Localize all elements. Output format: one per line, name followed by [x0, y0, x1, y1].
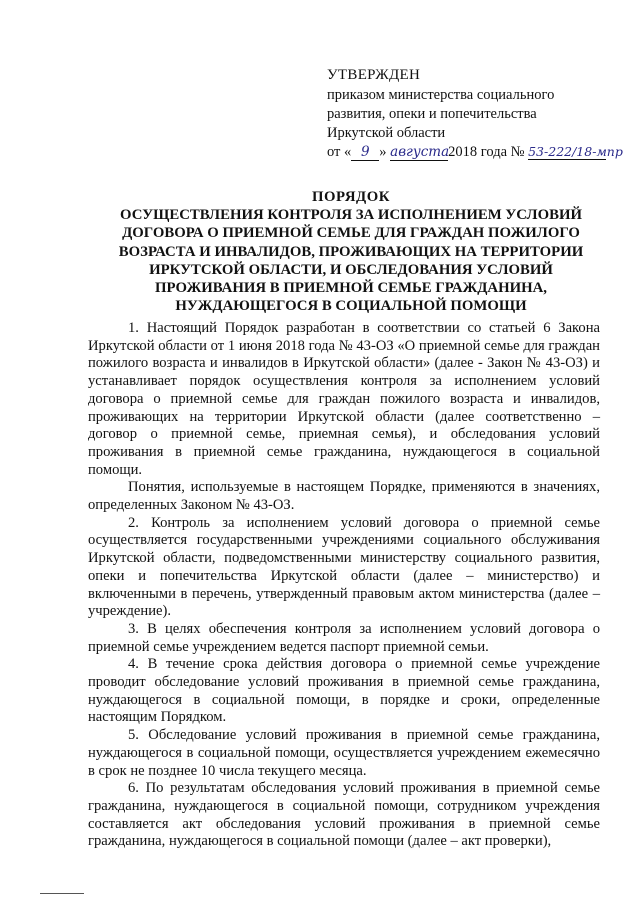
title-line-6: ПРОЖИВАНИЯ В ПРИЕМНОЙ СЕМЬЕ ГРАЖДАНИНА, [155, 280, 547, 297]
paragraph-1: 1. Настоящий Порядок разработан в соответствии со статьей 6 Закона Иркутской области от 1 июня 2018 года № 43-ОЗ «О приемной семье для граждан пожилого возраста и инвалидов в Иркутской области» (далее - Закон № 43-ОЗ) и устанавливает порядок осуществления контроля за исполнением условий договора о приемной семье для граждан пожилого возраста и инвалидов, проживающих на территории Иркутской области (далее соответственно – договор о приемной семье, приемная семья), и обследования условий проживания в приемной семье гражданина, нуждающегося в социальной помощи. [88, 320, 600, 478]
footer-divider [40, 893, 84, 894]
document-body [88, 320, 600, 851]
paragraph-4: 3. В целях обеспечения контроля за исполнением условий договора о приемной семье учреждением ведется паспорт приемной семьи. [88, 620, 600, 655]
approval-block [327, 66, 627, 162]
document-title [80, 188, 622, 315]
title-line-4: ВОЗРАСТА И ИНВАЛИДОВ, ПРОЖИВАЮЩИХ НА ТЕРРИТОРИИ [118, 243, 584, 260]
title-line-1: ПОРЯДОК [312, 189, 390, 205]
paragraph-3: 2. Контроль за исполнением условий договора о приемной семье осуществляется государственными учреждениями социального обслуживания Иркутской области, подведомственными министерству социального развития, опеки и попечительства Иркутской области (далее – министерство) и включенными в перечень, утвержденный правовым актом министерства (далее – учреждение). [88, 514, 600, 620]
approval-line-1: приказом министерства социального [327, 87, 555, 103]
paragraph-2: Понятия, используемые в настоящем Порядке, применяются в значениях, определенных Законом № 43-ОЗ. [88, 479, 600, 514]
approval-line-2: развития, опеки и попечительства [327, 106, 537, 122]
paragraph-7: 6. По результатам обследования условий проживания в приемной семье гражданина, нуждающегося в социальной помощи, сотрудником учреждения составляется акт обследования условий проживания в приемной семье гражданина, нуждающегося в социальной помощи (далее – акт проверки), [88, 780, 600, 850]
handwritten-day: 9 [351, 145, 379, 161]
title-line-2: ОСУЩЕСТВЛЕНИЯ КОНТРОЛЯ ЗА ИСПОЛНЕНИЕМ УСЛОВИЙ [120, 207, 582, 224]
paragraph-6: 5. Обследование условий проживания в приемной семье гражданина, нуждающегося в социальной помощи, осуществляется учреждением ежемесячно в срок не позднее 10 числа текущего месяца. [88, 727, 600, 779]
approval-heading: УТВЕРЖДЕН [327, 67, 421, 83]
handwritten-order-number: 53-222/18-мпр [528, 144, 623, 159]
title-line-7: НУЖДАЮЩЕГОСЯ В СОЦИАЛЬНОЙ ПОМОЩИ [175, 298, 527, 315]
approval-line-3: Иркутской области [327, 125, 446, 141]
handwritten-month: августа [390, 144, 450, 160]
date-prefix: от « [327, 144, 352, 160]
paragraph-5: 4. В течение срока действия договора о приемной семье учреждение проводит обследование условий проживания в приемной семье гражданина, нуждающегося в социальной помощи, в порядке и сроки, определенные настоящим Порядком. [88, 656, 600, 726]
title-line-3: ДОГОВОРА О ПРИЕМНОЙ СЕМЬЕ ДЛЯ ГРАЖДАН ПОЖИЛОГО [122, 225, 580, 242]
date-close-quote: » [379, 144, 387, 160]
year-text: 2018 года № [448, 144, 525, 160]
approval-date-line [327, 143, 627, 162]
title-line-5: ИРКУТСКОЙ ОБЛАСТИ, И ОБСЛЕДОВАНИЯ УСЛОВИЙ [149, 261, 553, 278]
